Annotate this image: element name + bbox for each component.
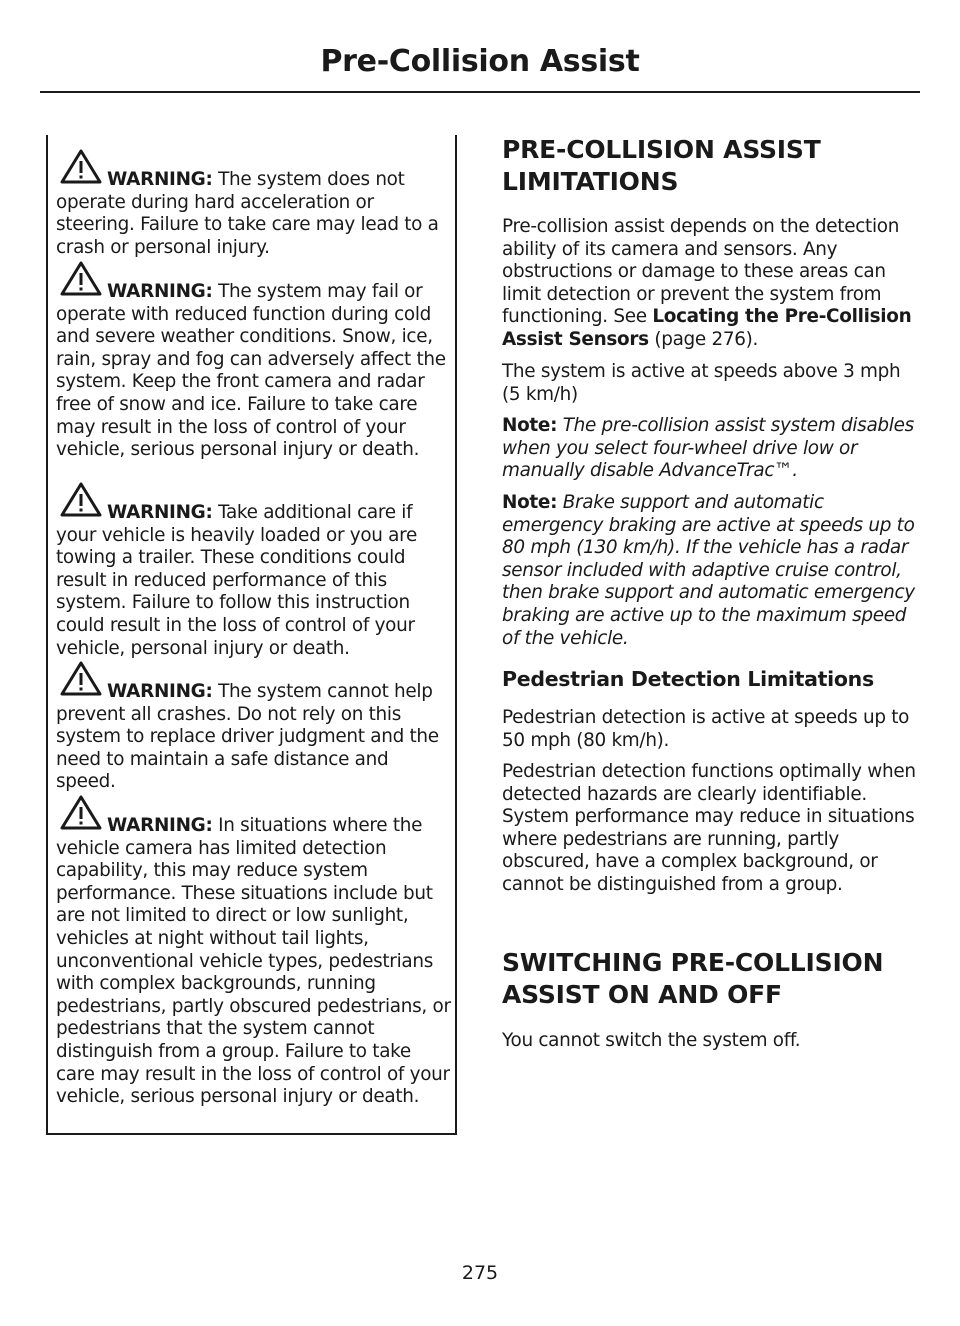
switching-paragraph: You cannot switch the system off.	[502, 1030, 801, 1051]
note-label: Note:	[502, 492, 558, 513]
warning-text: The system does not operate during hard acceleration or steering. Failure to take care may lead to a crash or personal injury.	[56, 169, 439, 258]
pedestrian-paragraph-1: Pedestrian detection is active at speeds up to 50 mph (80 km/h).	[502, 707, 910, 751]
limitations-paragraph-2: The system is active at speeds above 3 mph (5 km/h)	[502, 361, 901, 405]
warning-triangle-icon	[60, 795, 102, 831]
warning-triangle-icon	[60, 661, 102, 697]
note-text: The pre-collision assist system disables when you select four-wheel drive low or manually disable AdvanceTrac™.	[502, 415, 914, 482]
page-number: 275	[461, 1262, 499, 1284]
warning-text: The system may fail or operate with reduced function during cold and severe weather conditions. Snow, ice, rain, spray and fog can adversely affect the system. Keep the front camera and radar free of snow and ice. Failure to take care may result in the loss of control of your vehicle, serious personal injury or death.	[56, 281, 446, 461]
limitations-heading-line-2: LIMITATIONS	[502, 167, 679, 196]
warning-label: WARNING:	[107, 681, 213, 702]
switching-heading-line-2: ASSIST ON AND OFF	[502, 980, 782, 1009]
warning-4	[56, 681, 452, 794]
warning-1	[56, 169, 452, 259]
warning-triangle-icon	[60, 149, 102, 185]
warning-label: WARNING:	[107, 281, 213, 302]
switching-heading	[502, 947, 922, 1011]
warning-triangle-icon	[60, 261, 102, 297]
limitations-heading-line-1: PRE-COLLISION ASSIST	[502, 135, 821, 164]
page-title: Pre-Collision Assist	[320, 44, 640, 79]
warning-5	[56, 815, 452, 1109]
warning-text: In situations where the vehicle camera has limited detection capability, this may reduce system performance. These situations include but are not limited to direct or low sunlight, vehicles at night without tail lights, unconventional vehicle types, pedestrians with complex backgrounds, running pedestrians, partly obscured pedestrians, or pedestrians that the system cannot distinguish from a group. Failure to take care may result in the loss of control of your vehicle, serious personal injury or death.	[56, 815, 451, 1108]
warning-3	[56, 502, 452, 660]
warning-label: WARNING:	[107, 169, 213, 190]
warning-label: WARNING:	[107, 815, 213, 836]
note-2	[502, 492, 922, 650]
warning-triangle-icon	[60, 482, 102, 518]
limitations-paragraph-1	[502, 216, 922, 352]
pedestrian-paragraph-2: Pedestrian detection functions optimally when detected hazards are clearly identifiable. System performance may reduce in situations where pedestrians are running, partly obscured, have a complex background, or cannot be distinguished from a group.	[502, 761, 916, 895]
note-label: Note:	[502, 415, 558, 436]
pedestrian-heading: Pedestrian Detection Limitations	[502, 667, 874, 691]
warning-text: Take additional care if your vehicle is heavily loaded or you are towing a trailer. These conditions could result in reduced performance of this system. Failure to follow this instruction could result in the loss of control of your vehicle, personal injury or death.	[56, 502, 418, 659]
note-1	[502, 415, 922, 483]
warning-label: WARNING:	[107, 502, 213, 523]
page-reference: (page 276).	[648, 328, 759, 350]
note-text: Brake support and automatic emergency braking are active at speeds up to 80 mph (130 km/h). If the vehicle has a radar sensor included with adaptive cruise control, then brake support and automatic emergency braking are active up to the maximum speed of the vehicle.	[502, 492, 915, 649]
limitations-heading	[502, 134, 922, 198]
limitations-text: Pre-collision assist depends on the detection ability of its camera and sensors. Any obstructions or damage to these areas can limit detection or prevent the system from functioning. See	[502, 216, 900, 328]
header-rule	[40, 91, 920, 93]
warning-2	[56, 281, 452, 462]
switching-heading-line-1: SWITCHING PRE-COLLISION	[502, 948, 884, 977]
cross-reference-link[interactable]: Locating the Pre-Collision Assist Sensors	[502, 306, 912, 350]
warning-text: The system cannot help prevent all crashes. Do not rely on this system to replace driver judgment and the need to maintain a safe distance and speed.	[56, 681, 439, 793]
